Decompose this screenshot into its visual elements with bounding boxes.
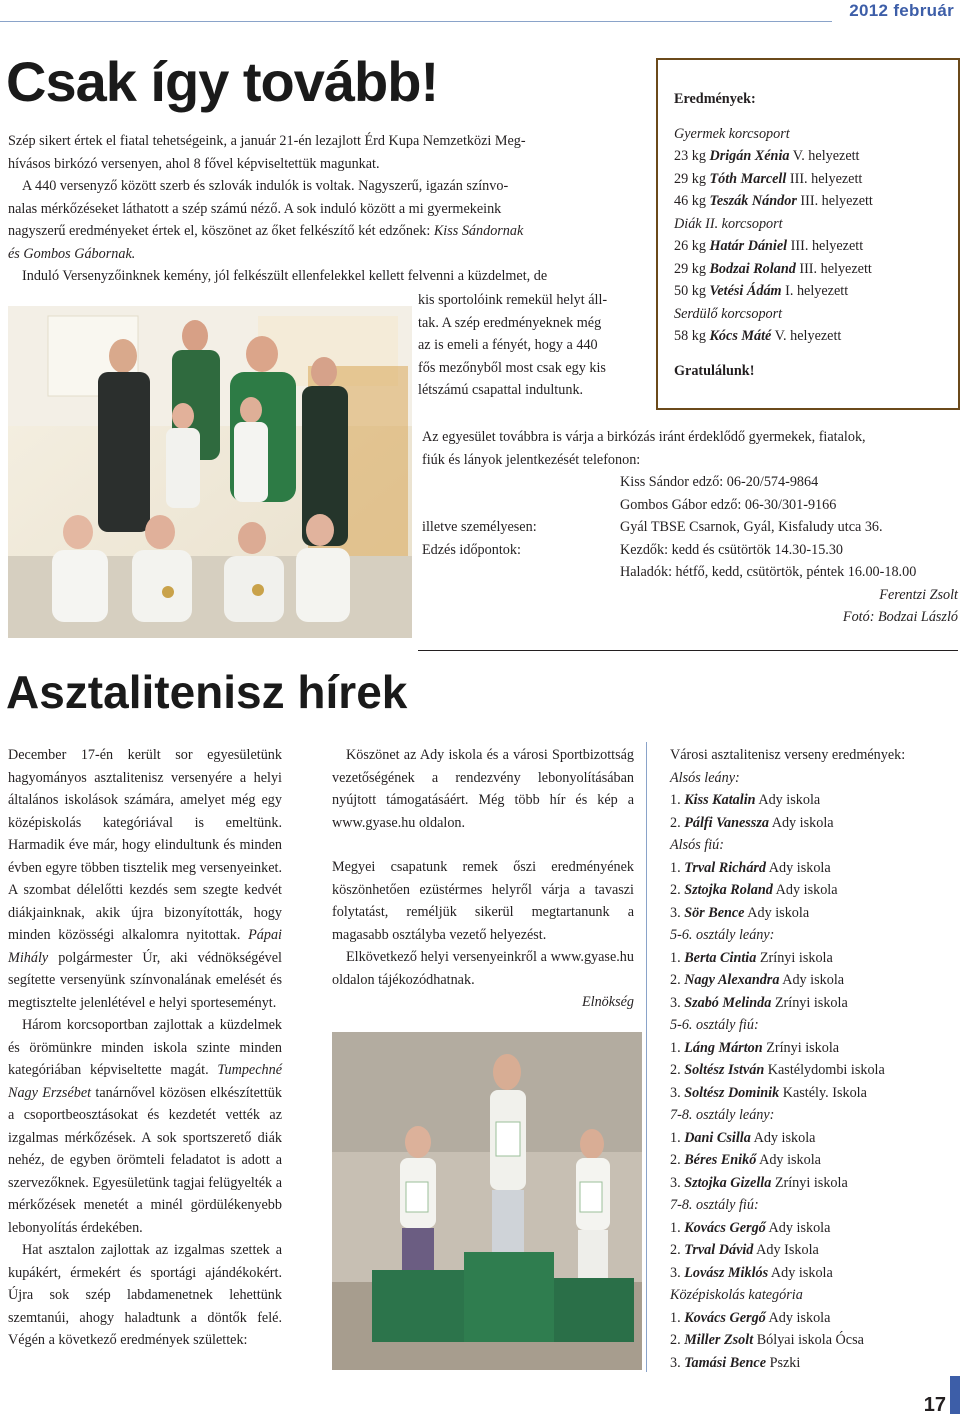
- photo-side-text: kis sportolóink remekül helyt áll- tak. A szép eredményeknek még az is emeli a fényét, hogy a 440 fős mezőnyből most csak egy kis létszámú csapattal indultunk.: [418, 292, 608, 398]
- page-number: 17: [923, 1394, 946, 1414]
- age-group-label: Serdülő korcsoport: [674, 305, 783, 322]
- category-label: Alsós leány:: [670, 769, 740, 786]
- training-advanced: Haladók: hétfő, kedd, csütörtök, péntek 16.00-18.00: [620, 564, 917, 580]
- page-edge-bar: [950, 1376, 960, 1414]
- results-heading: Eredmények:: [674, 91, 756, 107]
- category-label: Alsós fiú:: [670, 837, 724, 853]
- author: Ferentzi Zsolt: [879, 586, 958, 603]
- result-row: 1. Kovács Gergő Ady iskola: [670, 1309, 831, 1326]
- result-row: 3. Szabó Melinda Zrínyi iskola: [670, 994, 848, 1011]
- club-info: [422, 426, 958, 629]
- result-row: 2. Soltész István Kastélydombi iskola: [670, 1062, 885, 1078]
- column-3: [670, 744, 960, 1374]
- person-name: Tumpechné Nagy Erzsébet: [8, 1062, 282, 1101]
- paragraph: December 17-én került sor egyesületünk hagyományos asztalitenisz versenyére a helyi általános iskolások számára, amelyet még egy középiskolás kategóriával is emeltünk. Harmadik éve már, hogy elindultunk és minden évben egyre többen tisztelik meg versenyeinket. A szombat délelőtti kezdés sem szegte kedvét diákjainknak, akik újra bizonyították, hogy minden közösségi alkalomra nyitottak. Pápai Mihály polgármester Úr, aki védnökségével segítette versenyünk színvonalának emelését és megtisztelte jelenlétével e helyi sporteseményt.: [8, 747, 282, 1011]
- results-intro: Városi asztalitenisz verseny eredmények:: [670, 747, 906, 763]
- person-name: Pápai Mihály: [8, 927, 282, 966]
- coach-phone: Kiss Sándor edző: 06-20/574-9864: [620, 474, 819, 490]
- category-label: Középiskolás kategória: [670, 1287, 803, 1303]
- intro-line: A 440 versenyző között szerb és szlovák indulók is voltak. Nagyszerű, igazán színvo-: [22, 178, 509, 194]
- result-row: 1. Dani Csilla Ady iskola: [670, 1129, 816, 1146]
- article-intro: [8, 130, 638, 288]
- result-row: 1. Kovács Gergő Ady iskola: [670, 1219, 831, 1236]
- header-rule: [0, 21, 832, 22]
- paragraph: Megyei csapatunk remek őszi eredményének köszönhetően ezüstérmes helyről várja a tavaszi folytatást, reméljük sikerül megtartanunk a magasabb osztályba vezető helyezést.: [332, 859, 634, 943]
- result-row: 23 kg Drigán Xénia V. helyezett: [674, 148, 860, 164]
- result-row: 3. Soltész Dominik Kastély. Iskola: [670, 1084, 867, 1101]
- section-divider: [418, 650, 958, 651]
- info-line: fiúk és lányok jelentkezését telefonon:: [422, 451, 641, 468]
- intro-line: nalas mérkőzéseket láthatott a szép számú néző. A sok induló között a mi gyermekeink: [8, 200, 502, 217]
- result-row: 1. Trval Richárd Ady iskola: [670, 859, 831, 876]
- column-rule: [646, 742, 647, 1372]
- result-row: 2. Sztojka Roland Ady iskola: [670, 882, 838, 898]
- coach-name: Kiss Sándornak: [433, 223, 524, 239]
- result-row: 46 kg Teszák Nándor III. helyezett: [674, 193, 873, 209]
- section-title: Asztalitenisz hírek: [6, 666, 408, 718]
- result-row: 2. Miller Zsolt Bólyai iskola Ócsa: [670, 1332, 864, 1348]
- result-row: 3. Sör Bence Ady iskola: [670, 904, 810, 921]
- category-label: 5-6. osztály leány:: [670, 927, 775, 943]
- paragraph: Köszönet az Ady iskola és a városi Sportbizottság vezetőségének a rendezvény lebonyolításában nyújtott támogatásáért. Még több hír és kép a www.gyase.hu oldalon.: [332, 747, 634, 831]
- photo-credit: Fotó: Bodzai László: [842, 609, 958, 625]
- paragraph: Hat asztalon zajlottak az izgalmas szettek a kupákért, érmekért és sportági ajándékokért. Újra sok szép labdamenetnek lehettünk szemtanúi, ahogy haladtunk a döntők felé. Végén a következő eredmények születtek:: [8, 1242, 282, 1348]
- result-row: 26 kg Határ Dániel III. helyezett: [674, 238, 864, 254]
- congratulations: Gratulálunk!: [674, 362, 755, 379]
- result-row: 3. Tamási Bence Pszki: [670, 1354, 801, 1371]
- training-row: Edzés időpontok: Kezdők: kedd és csütörtök 14.30-15.30: [422, 541, 844, 558]
- result-row: 1. Berta Cintia Zrínyi iskola: [670, 949, 833, 966]
- article-title: Csak így tovább!: [6, 50, 439, 113]
- intro-line: nagyszerű eredményeket értek el, köszönet az őket felkészítő két edzőnek: Kiss Sándornak: [8, 223, 524, 239]
- age-group-label: Diák II. korcsoport: [674, 215, 783, 232]
- issue-date: 2012 február: [849, 1, 954, 20]
- podium-photo: [332, 1032, 642, 1370]
- category-label: 7-8. osztály fiú:: [670, 1197, 759, 1213]
- intro-line: Induló Versenyzőinknek kemény, jól felkészült ellenfelekkel kellett felvenni a küzdelmet, de: [22, 268, 548, 284]
- intro-line: hívásos birkózó versenyen, ahol 8 fővel képviseltettük magunkat.: [8, 155, 380, 172]
- category-label: 5-6. osztály fiú:: [670, 1017, 759, 1033]
- result-row: 2. Pálfi Vanessza Ady iskola: [670, 814, 834, 831]
- podium-photo-image: [332, 1032, 642, 1370]
- info-line: Az egyesület továbbra is várja a birkózás iránt érdeklődő gyermekek, fiatalok,: [422, 429, 866, 445]
- intro-line: Szép sikert értek el fiatal tehetségeink, a január 21-én lezajlott Érd Kupa Nemzetközi Meg-: [8, 133, 526, 149]
- result-row: 3. Sztojka Gizella Zrínyi iskola: [670, 1174, 848, 1191]
- result-row: 2. Trval Dávid Ady Iskola: [670, 1242, 819, 1258]
- column-2: [332, 744, 634, 1014]
- result-row: 2. Béres Enikő Ady iskola: [670, 1152, 821, 1168]
- results-box: [656, 58, 960, 410]
- paragraph: Elkövetkező helyi versenyeinkről a www.gyase.hu oldalon tájékozódhatnak.: [332, 949, 634, 988]
- result-row: 3. Lovász Miklós Ady iskola: [670, 1264, 833, 1281]
- result-row: 1. Kiss Katalin Ady iskola: [670, 792, 821, 808]
- result-row: 1. Láng Márton Zrínyi iskola: [670, 1039, 840, 1056]
- coach-phone: Gombos Gábor edző: 06-30/301-9166: [620, 496, 837, 513]
- result-row: 58 kg Kócs Máté V. helyezett: [674, 328, 842, 344]
- result-row: 29 kg Bodzai Roland III. helyezett: [674, 260, 872, 277]
- column-1: [8, 744, 282, 1352]
- intro-line: és Gombos Gábornak.: [8, 245, 136, 262]
- in-person-row: illetve személyesen: Gyál TBSE Csarnok, Gyál, Kisfaludy utca 36.: [422, 519, 883, 535]
- paragraph: Három korcsoportban zajlottak a küzdelmek és örömünkre minden iskola szinte minden kategóriában képviseltette magát. Tumpechné Nagy Erzsébet tanárnővel közösen elkészítettük a csoportbeosztásokat és kezdetét vették az izgalmas mérkőzések. A sok sportszerető diák nehéz, de egyben örömteli feladatot is adott a szervezőknek. Egyesületünk tagjai felügyelték a mérkőzések menetét a minél gördülékenyebb lebonyolítás érdekében.: [8, 1017, 282, 1236]
- team-photo-image: [8, 306, 412, 638]
- coach-name: Gombos Gábornak.: [23, 245, 136, 262]
- result-row: 2. Nagy Alexandra Ady iskola: [670, 972, 845, 988]
- signature: Elnökség: [581, 994, 634, 1010]
- category-label: 7-8. osztály leány:: [670, 1107, 775, 1123]
- age-group-label: Gyermek korcsoport: [674, 125, 790, 142]
- team-photo: [8, 306, 412, 638]
- result-row: 29 kg Tóth Marcell III. helyezett: [674, 170, 863, 187]
- result-row: 50 kg Vetési Ádám I. helyezett: [674, 283, 849, 299]
